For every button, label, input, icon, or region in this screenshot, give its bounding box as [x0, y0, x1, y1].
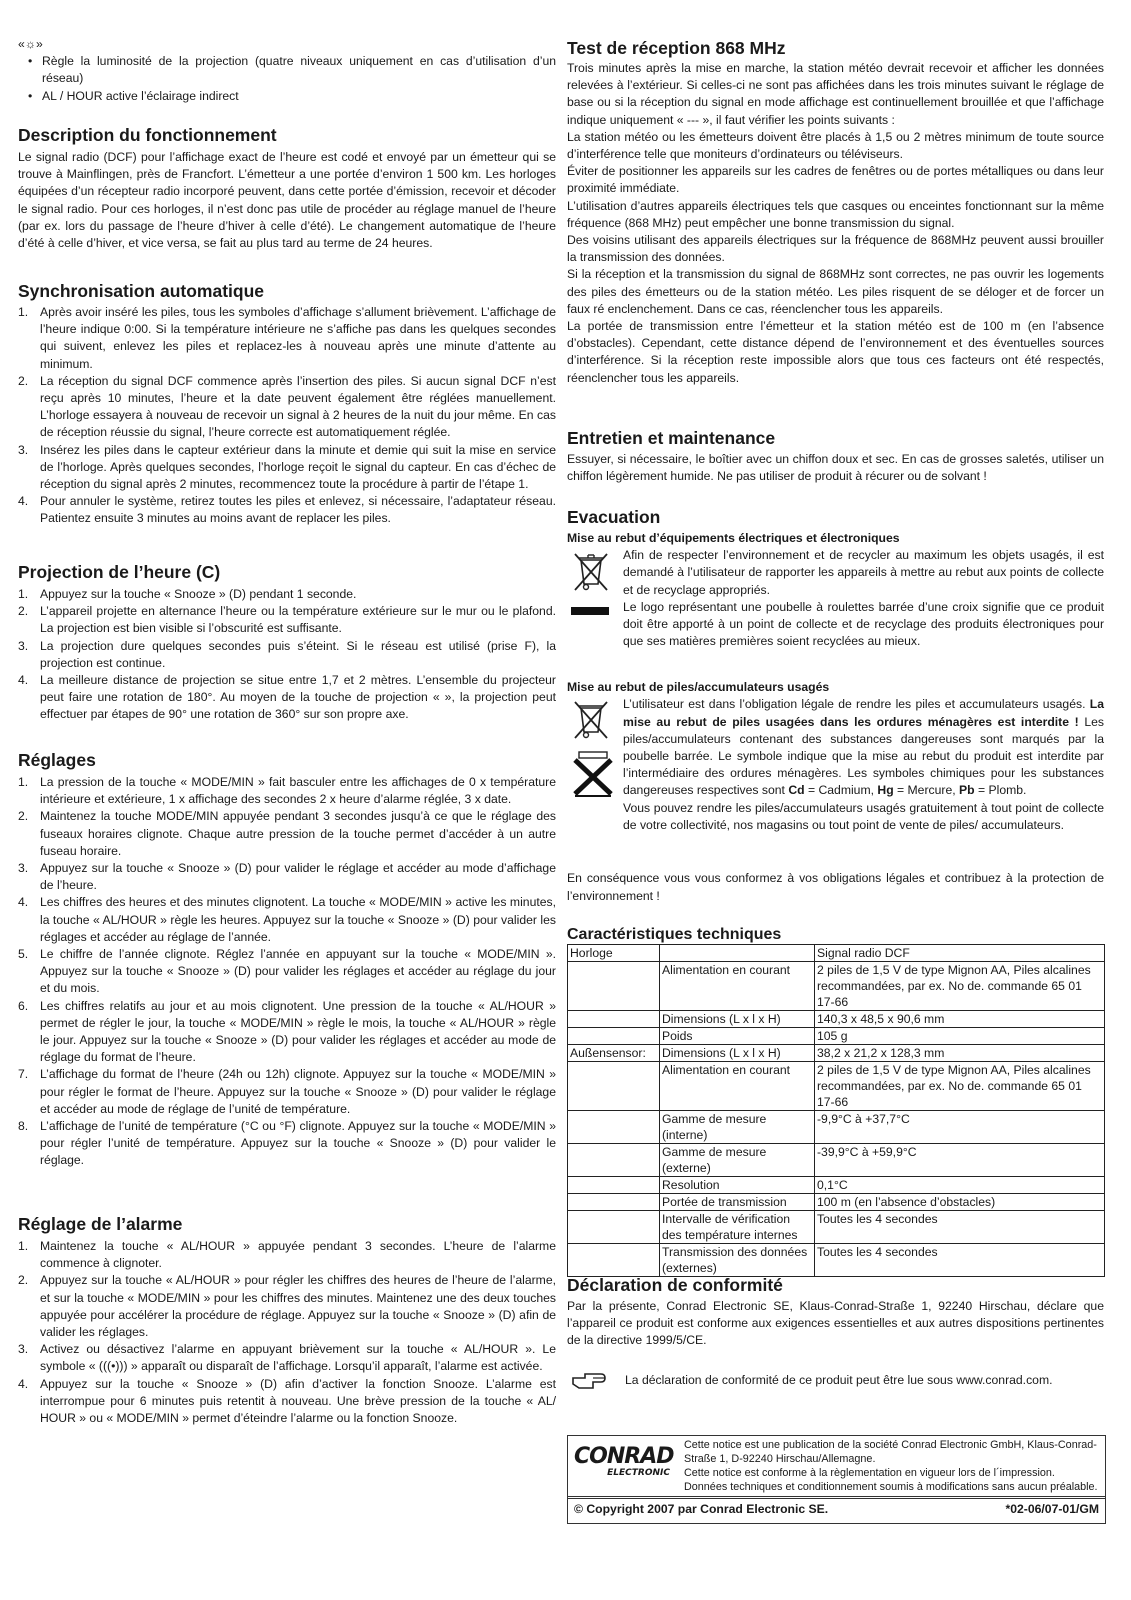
reglages-title: Réglages	[18, 750, 96, 770]
chem-symbol: Hg	[877, 783, 894, 798]
battery-bin-icon	[571, 748, 615, 798]
footer-publisher-box	[567, 1435, 1106, 1499]
table-row	[568, 945, 1105, 962]
table-cell: Gamme de mesure (externe)	[660, 1144, 815, 1177]
table-row	[568, 1144, 1105, 1177]
paragraph: Vous pouvez rendre les piles/accumulateurs usagés gratuitement à tout point de collecte de votre collectivité, nos magasins ou tout point de vente de piles/ accumulateurs.	[623, 800, 1104, 832]
table-row	[568, 1045, 1105, 1062]
table-cell	[568, 1177, 660, 1194]
chem-symbol: Cd	[788, 783, 805, 798]
table-cell: 2 piles de 1,5 V de type Mignon AA, Piles alcalines recommandées, par ex. No de. commande 65 01 17-66	[815, 962, 1105, 1011]
table-cell: Dimensions (L x l x H)	[660, 1045, 815, 1062]
list-item: 2. L’appareil projette en alternance l’heure ou la température extérieure sur le mur ou le plafond. La projection est bien visible si l’obscurité est suffisante.	[18, 604, 556, 636]
declaration-text: Par la présente, Conrad Electronic SE, Klaus-Conrad-Straße 1, 92240 Hirschau, déclare que l’appareil ce produit est conforme aux exigences essentielles et aux autres dispositions pertinentes de la directive 1999/5/CE.	[567, 1299, 1104, 1348]
evacuation-title: Evacuation	[567, 507, 661, 527]
paragraph: Afin de respecter l’environnement et de recycler au maximum les objets usagés, il est demandé à l’utilisateur de rapporter les appareils à mettre au rebut aux points de collecte et de recyclage appropriés.	[623, 548, 1104, 597]
list-item: 3. Activez ou désactivez l’alarme en appuyant brièvement sur la touche « AL/HOUR ». Le symbole « (((•))) » apparaît ou disparaît de l’affichage. Lorsqu’il apparaît, l’alarme est activée.	[18, 1342, 556, 1374]
footer-copyright-box	[567, 1496, 1106, 1524]
brightness-symbol: «☼»	[18, 37, 43, 51]
table-cell: Alimentation en courant	[660, 1062, 815, 1111]
paragraph: La station météo ou les émetteurs doivent être placés à 1,5 ou 2 mètres minimum de toute source d’interférence telle que moniteurs d’ordinateurs ou téléviseurs.	[567, 129, 1104, 162]
list-item: 3. La projection dure quelques secondes puis s’éteint. Si le réseau est utilisé (prise F), la projection est continue.	[18, 638, 556, 670]
table-cell: Poids	[660, 1028, 815, 1045]
table-cell: -39,9°C à +59,9°C	[815, 1144, 1105, 1177]
list-item: 7. L’affichage du format de l’heure (24h ou 12h) clignote. Appuyez sur la touche « MODE/MIN » pour régler le format de l’heure. Appuyez sur la touche « Snooze » (D) pour valider le réglage et accéder au mode de réglage de l’unité de température.	[18, 1067, 556, 1116]
table-row	[568, 962, 1105, 1011]
list-item: 1. La pression de la touche « MODE/MIN » fait basculer entre les affichages de 0 x température intérieure et extérieure, 1 x affichage des secondes 2 x heure d’alarme réglée, 3 x date.	[18, 775, 556, 807]
crossed-bin-icon	[571, 550, 611, 594]
copyright-text: © Copyright 2007 par Conrad Electronic SE.	[574, 1502, 829, 1516]
conrad-logo: CONRAD ELECTRONIC	[574, 1444, 674, 1478]
sync-section	[18, 304, 556, 528]
table-cell: 105 g	[815, 1028, 1105, 1045]
table-cell	[568, 1194, 660, 1211]
paragraph: Si la réception et la transmission du signal de 868MHz sont correctes, ne pas ouvrir les logements des piles des émetteurs ou de la station météo. Les piles risquent de se déloger et de forcer un faux ré enclenchement. Dans ce cas, réenclencher tous les appareils.	[567, 267, 1104, 316]
table-cell: Signal radio DCF	[815, 945, 1105, 962]
table-cell	[568, 1144, 660, 1177]
paragraph: Des voisins utilisant des appareils électriques sur la fréquence de 868MHz peuvent aussi brouiller la transmission des données.	[567, 233, 1104, 265]
list-item: 2. Appuyez sur la touche « AL/HOUR » pour régler les chiffres des heures de l’heure de l’alarme, et sur la touche « MODE/MIN » pour les chiffres des minutes. Maintenez une des deux touches appuyée pour accélérer la procédure de réglage. Appuyez sur la touche « Snooze » (D) afin de valider les réglages.	[18, 1273, 556, 1340]
paragraph: Trois minutes après la mise en marche, la station météo devrait recevoir et afficher les données relevées à l’extérieur. Si celles-ci ne sont pas affichées dans les trois minutes suivant le réglage de base ou si la réception du signal en mode affichage est continuellement brouillée et que l’affichage indique uniquement « --- », il faut vérifier les points suivants :	[567, 61, 1104, 127]
table-cell: Intervalle de vérification des température internes	[660, 1211, 815, 1244]
entretien-section	[567, 451, 1104, 485]
declaration-title: Déclaration de conformité	[567, 1275, 783, 1295]
table-cell: Toutes les 4 secondes	[815, 1211, 1105, 1244]
table-cell	[660, 945, 815, 962]
paragraph: En conséquence vous vous conformez à vos obligations légales et contribuez à la protection de l’environnement !	[567, 871, 1104, 903]
document-code: *02-06/07-01/GM	[1005, 1502, 1099, 1516]
alarme-title: Réglage de l’alarme	[18, 1214, 183, 1234]
list-item: 3. Appuyez sur la touche « Snooze » (D) pour valider le réglage et accéder au mode d’affichage de l’heure.	[18, 861, 556, 893]
table-cell	[568, 1062, 660, 1111]
table-cell	[568, 1244, 660, 1277]
table-cell	[568, 962, 660, 1011]
paragraph: La portée de transmission entre l’émetteur et la station météo est de 100 m (en l’absence d’obstacles). Cependant, cette distance dépend de l’environnement et des éventuelles sources d’interférence. Si la réception reste impossible alors que tous ces facteurs ont été respectés, réenclencher tous les appareils.	[567, 319, 1104, 385]
table-row	[568, 1062, 1105, 1111]
table-cell: 2 piles de 1,5 V de type Mignon AA, Piles alcalines recommandées, par ex. No de. commande 65 01 17-66	[815, 1062, 1105, 1111]
list-item: 4. La meilleure distance de projection se situe entre 1,7 et 2 mètres. L’ensemble du projecteur peut faire une rotation de 180°. Au moyen de la touche de projection « », la projection peut effectuer par étapes de 90° une rotation de 360° sur son propre axe.	[18, 673, 556, 722]
declaration-section	[567, 1298, 1104, 1394]
caracteristiques-title: Caractéristiques techniques	[567, 926, 782, 943]
chem-name: = Mercure,	[897, 783, 956, 798]
test-title: Test de réception 868 MHz	[567, 38, 786, 58]
paragraph: Les piles/accumulateurs contenant des substances dangereuses sont marqués par la poubelle barrée. Le symbole indique que la mise au rebut du produit est interdite par l’intermédiaire des ordures ménagères. Les symboles chimiques pour les substances dangereuses respectives sont	[623, 714, 1104, 798]
list-item: 4. Appuyez sur la touche « Snooze » (D) afin d’activer la fonction Snooze. L’alarme est interrompue pour 6 minutes puis retentit à nouveau. Une brève pression de la touche « AL/ HOUR » ou « MODE/MIN » permet d’éteindre l’alarme ou la fonction Snooze.	[18, 1376, 556, 1426]
table-cell: -9,9°C à +37,7°C	[815, 1111, 1105, 1144]
intro-section	[18, 36, 556, 105]
evacuation-subheading: Mise au rebut d’équipements électriques et électroniques	[567, 531, 900, 545]
list-item: 2. La réception du signal DCF commence après l’insertion des piles. Si aucun signal DCF n’est reçu après 10 minutes, l’heure et la date peuvent également être réglées manuellement. L’horloge essayera à nouveau de recevoir un signal à 2 heures de la nuit du jour même. En cas de réception réussie du signal, l’heure correcte est automatiquement réglée.	[18, 373, 556, 440]
bullet-item: • AL / HOUR active l’éclairage indirect	[18, 88, 556, 105]
table-row	[568, 1194, 1105, 1211]
list-item: 2. Maintenez la touche MODE/MIN appuyée pendant 3 secondes jusqu’à ce que le réglage des fuseaux horaires clignote. Chaque autre pression de la touche permet d’accéder à un autre fuseau horaire.	[18, 809, 556, 858]
table-cell: Dimensions (L x l x H)	[660, 1011, 815, 1028]
table-cell: Gamme de mesure (interne)	[660, 1111, 815, 1144]
reglages-list	[18, 774, 556, 1170]
list-item: 4. Les chiffres des heures et des minutes clignotent. La touche « MODE/MIN » active les minutes, la touche « AL/HOUR » règle les heures. Appuyez sur la touche « Snooze » (D) pour valider les réglages et accéder au réglage de l’année.	[18, 895, 556, 944]
table-cell: Transmission des données (externes)	[660, 1244, 815, 1277]
table-cell: 38,2 x 21,2 x 128,3 mm	[815, 1045, 1105, 1062]
table-row	[568, 1111, 1105, 1144]
evacuation-subheading: Mise au rebut de piles/accumulateurs usagés	[567, 680, 830, 695]
table-cell: 100 m (en l’absence d’obstacles)	[815, 1194, 1105, 1211]
publisher-line: Cette notice est une publication de la société Conrad Electronic GmbH, Klaus-Conrad-Straße 1, D-92240 Hirschau/Allemagne.	[684, 1439, 1097, 1465]
paragraph: Le logo représentant une poubelle à roulettes barrée d’une croix signifie que ce produit doit être apporté à un point de collecte et de recyclage des produits électroniques pour que ses matières premières soient recyclées au mieux.	[623, 599, 1104, 649]
publisher-line: Cette notice est conforme à la règlementation en vigueur lors de l´impression. Données techniques et conditionnement soumis à modifications sans aucun préalable.	[684, 1467, 1098, 1493]
list-item: 1. Maintenez la touche « AL/HOUR » appuyée pendant 3 secondes. L’heure de l’alarme commence à clignoter.	[18, 1239, 556, 1271]
table-cell: 0,1°C	[815, 1177, 1105, 1194]
crossed-bin-icon	[569, 696, 613, 742]
bullet-item: • Règle la luminosité de la projection (quatre niveaux uniquement en cas d’utilisation d’un réseau)	[18, 53, 556, 87]
projection-section	[18, 586, 556, 724]
alarme-list	[18, 1238, 556, 1427]
warning-text: La mise au rebut de piles usagées dans les ordures ménagères est interdite !	[623, 697, 1105, 729]
list-item: 6. Les chiffres relatifs au jour et au mois clignotent. Une pression de la touche « AL/HOUR » permet de régler le jour, la touche « MODE/MIN » règle le mois, la touche « AL/HOUR » règle le jour. Appuyez sur la touche « Snooze » (D) pour valider les réglages et accéder au mode de réglage du format de l’heure.	[18, 998, 556, 1065]
list-item: 1. Après avoir inséré les piles, tous les symboles d’affichage s’allument brièvement. L’affichage de l’heure indique 0:00. Si la température intérieure ne s’affiche pas dans les quelques secondes qui suivent, enlevez les piles et replacez-les à nouveau après une minute d’attente au minimum.	[18, 305, 556, 371]
table-cell	[568, 1211, 660, 1244]
chem-symbol: Pb	[959, 783, 975, 798]
weee-block	[567, 547, 1104, 660]
list-item: 3. Insérez les piles dans le capteur extérieur dans la minute et demie qui suit la mise en service de l’horloge. Après quelques secondes, l’horloge reçoit le signal du capteur. En cas d’échec de réception du signal après 2 minutes, recommencez toute la procédure à partir de l’étape 1.	[18, 442, 556, 492]
sync-list	[18, 304, 556, 528]
pointing-hand-icon	[571, 1370, 607, 1392]
spec-table	[567, 944, 1105, 1277]
description-title: Description du fonctionnement	[18, 125, 277, 145]
description-text: Le signal radio (DCF) pour l’affichage exact de l’heure est codé et envoyé par un émetteur qui se trouve à Mainflingen, près de Francfort. L’émetteur a une portée d’environ 1 500 km. Les horloges équipées d’un récepteur radio incorporé peuvent, dans cette portée d’émission, recevoir et décoder le signal radio. Pour ces horloges, il n’est donc pas utile de procéder au réglage manuel de l’heure (par ex. lors du passage de l’heure d’hiver à celle d’été). Le changement automatique de l’heure d’été à celle d’hiver, et vice versa, se fait au plus tard au terme de 24 heures.	[18, 150, 556, 251]
entretien-title: Entretien et maintenance	[567, 428, 776, 448]
sync-title: Synchronisation automatique	[18, 281, 264, 301]
table-row	[568, 1177, 1105, 1194]
evacuation-section	[567, 530, 1104, 905]
table-row	[568, 1244, 1105, 1277]
paragraph: L’utilisation d’autres appareils électriques tels que casques ou enceintes fonctionnant sur la même fréquence (868 MHz) peut empêcher une bonne transmission du signal.	[567, 198, 1104, 230]
chem-name: = Cadmium,	[807, 783, 874, 798]
table-cell: Alimentation en courant	[660, 962, 815, 1011]
description-section	[18, 149, 556, 252]
chem-name: = Plomb.	[977, 783, 1027, 798]
battery-block	[567, 696, 1104, 870]
table-row	[568, 1211, 1105, 1244]
intro-bullets	[18, 53, 556, 105]
paragraph: L’utilisateur est dans l’obligation légale de rendre les piles et accumulateurs usagés.	[623, 697, 1086, 712]
reglages-section	[18, 774, 556, 1170]
table-cell: Toutes les 4 secondes	[815, 1244, 1105, 1277]
list-item: 1. Appuyez sur la touche « Snooze » (D) pendant 1 seconde.	[18, 587, 357, 601]
projection-title: Projection de l’heure (C)	[18, 562, 221, 582]
test-section	[567, 60, 1104, 387]
table-row	[568, 1028, 1105, 1045]
table-cell: Portée de transmission	[660, 1194, 815, 1211]
table-cell	[568, 1028, 660, 1045]
list-item: 5. Le chiffre de l’année clignote. Réglez l’année en appuyant sur la touche « MODE/MIN ». Appuyez sur la touche « Snooze » (D) pour valider les réglages et accéder au réglage du jour et du mois.	[18, 947, 556, 996]
list-item: 8. L’affichage de l’unité de température (°C ou °F) clignote. Appuyez sur la touche « MODE/MIN » pour régler l’unité de température. Appuyez sur la touche « Snooze » (D) pour valider le réglage.	[18, 1119, 556, 1168]
projection-list	[18, 586, 556, 724]
paragraph: Éviter de positionner les appareils sur les cadres de fenêtres ou de portes métalliques ou dans leur proximité immédiate.	[567, 164, 1104, 196]
alarme-section	[18, 1238, 556, 1427]
list-item: 4. Pour annuler le système, retirez toutes les piles et enlevez, si nécessaire, l’adaptateur réseau. Patientez ensuite 3 minutes au moins avant de replacer les piles.	[18, 494, 556, 526]
table-row	[568, 1011, 1105, 1028]
table-cell: Horloge	[568, 945, 660, 962]
declaration-note: La déclaration de conformité de ce produit peut être lue sous www.conrad.com.	[625, 1372, 1053, 1387]
table-cell: 140,3 x 48,5 x 90,6 mm	[815, 1011, 1105, 1028]
table-cell: Resolution	[660, 1177, 815, 1194]
table-cell	[568, 1011, 660, 1028]
table-cell	[568, 1111, 660, 1144]
entretien-text: Essuyer, si nécessaire, le boîtier avec un chiffon doux et sec. En cas de grosses saletés, utiliser un chiffon légèrement humide. Ne pas utiliser de produit à récurer ou de solvant !	[567, 452, 1104, 484]
table-cell: Außensensor:	[568, 1045, 660, 1062]
black-bar-icon	[571, 607, 609, 615]
